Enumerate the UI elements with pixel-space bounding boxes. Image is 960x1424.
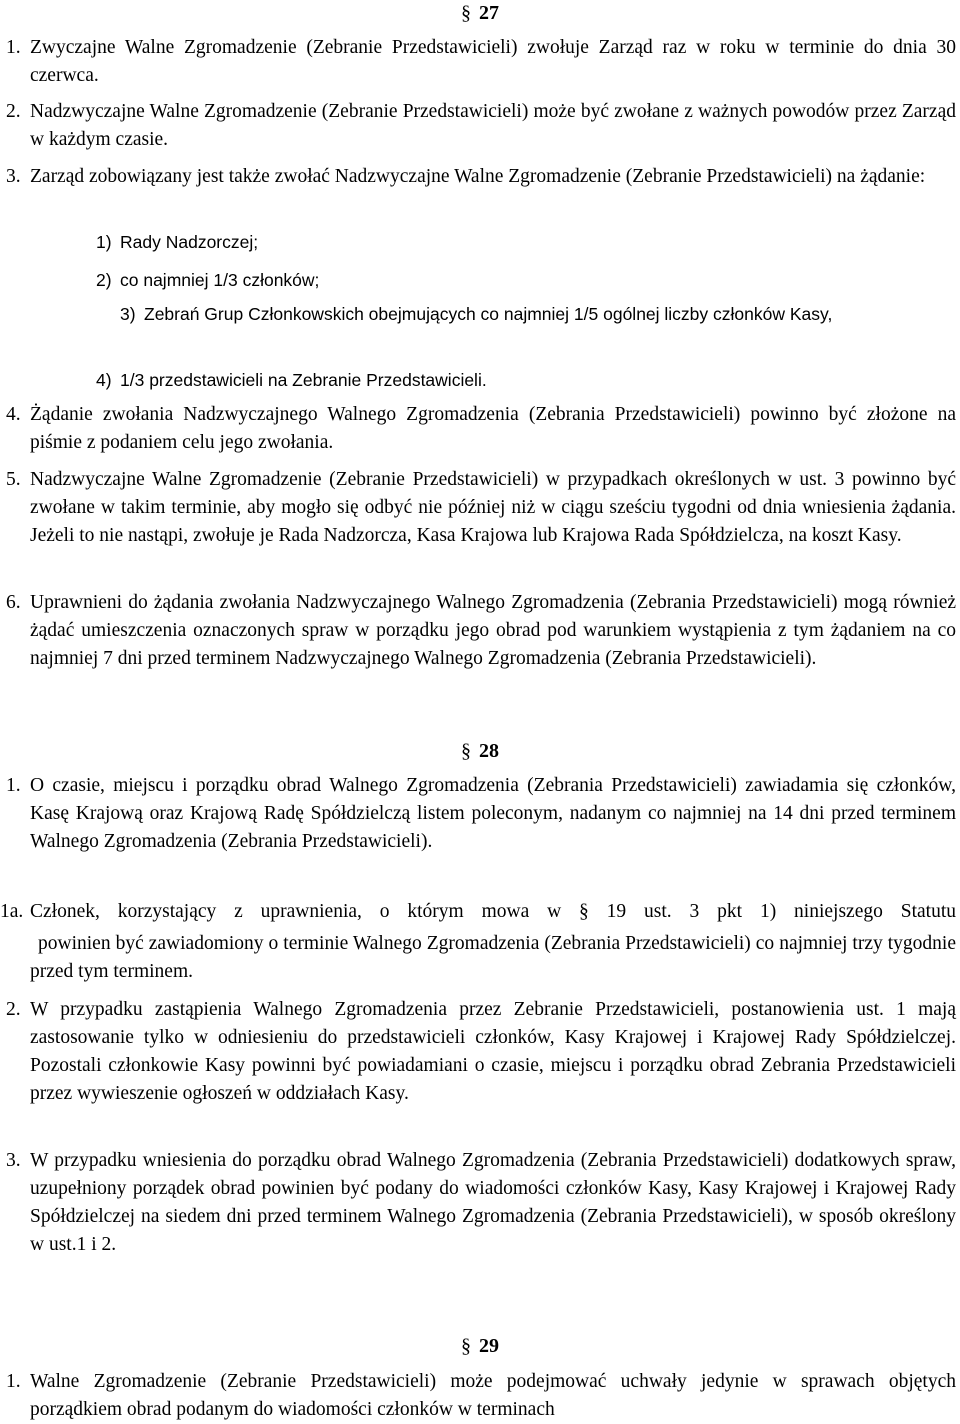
paragraph-number: 1. (6, 1371, 21, 1392)
list-item-text: co najmniej 1/3 członków; (120, 270, 320, 290)
list-item-4 (96, 366, 956, 394)
list-item-number: 1) (96, 232, 112, 252)
paragraph-number: 1. (6, 775, 21, 796)
paragraph-text: W przypadku zastąpienia Walnego Zgromadzenia przez Zebranie Przedstawicieli, postanowienia ust. 1 mają zastosowanie tylko w odniesieniu do przedstawicieli członków, Kasy Krajowej i Krajowej Rady Spółdzielczej. Pozostali członkowie Kasy powinni być powiadamiani o czasie, miejscu i porządku obrad Zebrania Przedstawicieli przez wywieszenie ogłoszeń w oddziałach Kasy. (30, 999, 956, 1104)
paragraph-number: 2. (6, 101, 21, 122)
list-item-text: Rady Nadzorczej; (120, 232, 259, 252)
paragraph-number: 1. (6, 37, 21, 58)
paragraph-27-1 (6, 34, 956, 90)
paragraph-text: W przypadku wniesienia do porządku obrad Walnego Zgromadzenia (Zebrania Przedstawicieli) dodatkowych spraw, uzupełniony porządek obrad powinien być podany do wiadomości członków Kasy, Kasy Krajowej i Krajowej Rady Spółdzielczej na siedem dni przed terminem Walnego Zgromadzenia (Zebrania Przedstawicieli), w sposób określony w ust.1 i 2. (30, 1150, 956, 1255)
paragraph-number: 3. (6, 1150, 21, 1171)
paragraph-number: 3. (6, 166, 21, 187)
section-number: 27 (479, 2, 499, 24)
list-item-text: 1/3 przedstawicieli na Zebranie Przedstawicieli. (120, 370, 487, 390)
section-symbol: § (461, 1335, 471, 1357)
paragraph-text: powinien być zawiadomiony o terminie Walnego Zgromadzenia (Zebrania Przedstawicieli) co najmniej trzy tygodnie przed tym terminem. (30, 933, 956, 982)
list-item-text: Zebrań Grup Członkowskich obejmujących co najmniej 1/5 ogólnej liczby członków Kasy, (144, 304, 833, 324)
list-item-2 (96, 266, 956, 294)
section-heading-28 (0, 738, 960, 764)
paragraph-text: O czasie, miejscu i porządku obrad Walnego Zgromadzenia (Zebrania Przedstawicieli) zawiadamia się członków, Kasę Krajową oraz Krajową Radę Spółdzielczą listem poleconym, nadanym co najmniej na 14 dni przed terminem Walnego Zgromadzenia (Zebrania Przedstawicieli). (30, 775, 956, 852)
paragraph-27-4 (6, 401, 956, 457)
paragraph-number: 2. (6, 999, 21, 1020)
section-number: 29 (479, 1335, 499, 1357)
paragraph-29-1 (6, 1368, 956, 1424)
paragraph-text: Nadzwyczajne Walne Zgromadzenie (Zebranie Przedstawicieli) może być zwołane z ważnych powodów przez Zarząd w każdym czasie. (30, 101, 956, 150)
paragraph-text: Zarząd zobowiązany jest także zwołać Nadzwyczajne Walne Zgromadzenie (Zebranie Przedstawicieli) na żądanie: (30, 166, 926, 187)
section-symbol: § (461, 740, 471, 762)
paragraph-text: Członek, korzystający z uprawnienia, o którym mowa w § 19 ust. 3 pkt 1) niniejszego Statutu (30, 901, 956, 922)
paragraph-27-3 (6, 163, 956, 191)
paragraph-28-1a-line1 (0, 898, 956, 926)
paragraph-text: Nadzwyczajne Walne Zgromadzenie (Zebranie Przedstawicieli) w przypadkach określonych w ust. 3 powinno być zwołane w takim terminie, aby mogło się odbyć nie później niż w ciągu sześciu tygodni od dnia wniesienia żądania. Jeżeli to nie nastąpi, zwołuje je Rada Nadzorcza, Kasa Krajowa lub Krajowa Rada Spółdzielcza, na koszt Kasy. (30, 469, 956, 546)
list-item-1 (96, 228, 956, 256)
paragraph-text: Uprawnieni do żądania zwołania Nadzwyczajnego Walnego Zgromadzenia (Zebrania Przedstawicieli) mogą również żądać umieszczenia oznaczonych spraw w porządku jego obrad pod warunkiem wystąpienia z tym żądaniem na co najmniej 7 dni przed terminem Nadzwyczajnego Walnego Zgromadzenia (Zebrania Przedstawicieli). (30, 592, 956, 669)
paragraph-number: 5. (6, 469, 21, 490)
section-symbol: § (461, 2, 471, 24)
list-item-3 (120, 300, 956, 328)
section-heading-27 (0, 0, 960, 26)
list-item-number: 4) (96, 370, 112, 390)
section-heading-29 (0, 1333, 960, 1359)
list-item-number: 3) (120, 304, 136, 324)
paragraph-text: Zwyczajne Walne Zgromadzenie (Zebranie Przedstawicieli) zwołuje Zarząd raz w roku w terminie do dnia 30 czerwca. (30, 37, 956, 86)
paragraph-number: 6. (6, 592, 21, 613)
paragraph-27-2 (6, 98, 956, 154)
paragraph-27-5 (6, 466, 956, 550)
paragraph-text: Żądanie zwołania Nadzwyczajnego Walnego Zgromadzenia (Zebrania Przedstawicieli) powinno być złożone na piśmie z podaniem celu jego zwołania. (30, 404, 956, 453)
paragraph-number: 4. (6, 404, 21, 425)
paragraph-27-6 (6, 589, 956, 673)
paragraph-28-3 (6, 1147, 956, 1259)
paragraph-text: Walne Zgromadzenie (Zebranie Przedstawicieli) może podejmować uchwały jedynie w sprawach objętych porządkiem obrad podanym do wiadomości członków w terminach (30, 1371, 956, 1420)
section-number: 28 (479, 740, 499, 762)
paragraph-28-1 (6, 772, 956, 856)
paragraph-28-1a-rest (30, 930, 956, 986)
paragraph-number: 1a. (0, 901, 24, 922)
list-item-number: 2) (96, 270, 112, 290)
paragraph-28-2 (6, 996, 956, 1108)
